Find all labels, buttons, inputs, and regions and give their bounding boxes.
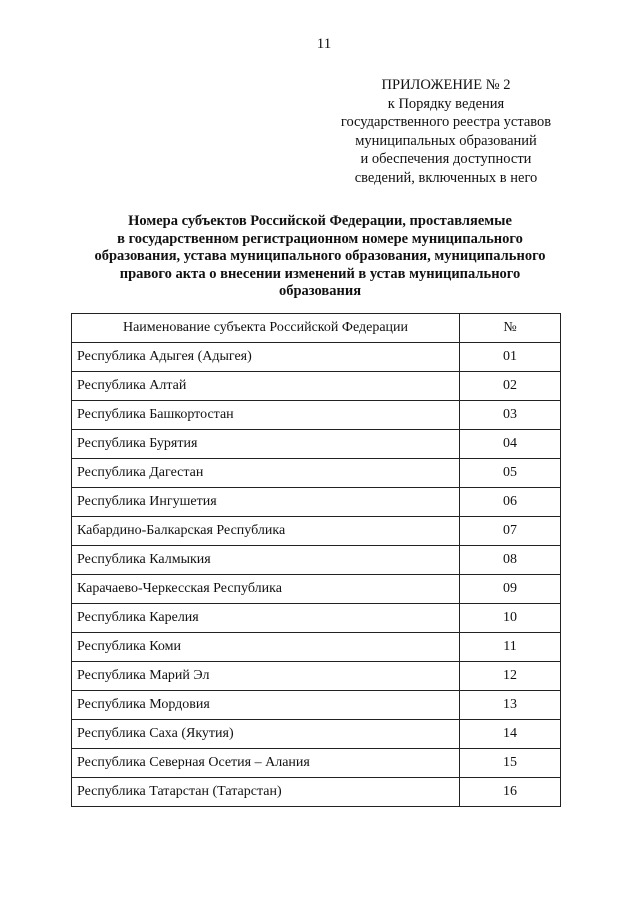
subject-name: Республика Татарстан (Татарстан) bbox=[72, 778, 460, 807]
header-number: № bbox=[460, 314, 561, 343]
table-header-row bbox=[72, 314, 561, 343]
appendix-block bbox=[330, 76, 562, 187]
subject-number: 06 bbox=[460, 488, 561, 517]
table-row bbox=[72, 691, 561, 720]
subject-name: Республика Марий Эл bbox=[72, 662, 460, 691]
table-row bbox=[72, 488, 561, 517]
subject-name: Республика Северная Осетия – Алания bbox=[72, 749, 460, 778]
header-name: Наименование субъекта Российской Федерации bbox=[72, 314, 460, 343]
table-row bbox=[72, 517, 561, 546]
heading-line: образования, устава муниципального образования, муниципального bbox=[94, 248, 546, 264]
subject-number: 14 bbox=[460, 720, 561, 749]
heading-line: правого акта о внесении изменений в устав муниципального bbox=[119, 265, 521, 282]
subject-name: Республика Башкортостан bbox=[72, 401, 460, 430]
table-row bbox=[72, 372, 561, 401]
page-number: 11 bbox=[316, 36, 332, 52]
table-row bbox=[72, 401, 561, 430]
subject-name: Республика Коми bbox=[72, 633, 460, 662]
table-row bbox=[72, 749, 561, 778]
subject-number: 12 bbox=[460, 662, 561, 691]
table-row bbox=[72, 343, 561, 372]
table-row bbox=[72, 720, 561, 749]
subject-name: Республика Карелия bbox=[72, 604, 460, 633]
table-row bbox=[72, 459, 561, 488]
subject-name: Республика Дагестан bbox=[72, 459, 460, 488]
subject-name: Республика Калмыкия bbox=[72, 546, 460, 575]
subject-name: Республика Ингушетия bbox=[72, 488, 460, 517]
subject-number: 16 bbox=[460, 778, 561, 807]
subject-number: 05 bbox=[460, 459, 561, 488]
subject-name: Республика Мордовия bbox=[72, 691, 460, 720]
subject-number: 09 bbox=[460, 575, 561, 604]
appendix-line: к Порядку ведения bbox=[387, 95, 505, 112]
subject-number: 08 bbox=[460, 546, 561, 575]
table-row bbox=[72, 604, 561, 633]
table-row bbox=[72, 662, 561, 691]
subjects-table bbox=[71, 313, 561, 807]
appendix-line: сведений, включенных в него bbox=[354, 169, 538, 186]
subject-number: 04 bbox=[460, 430, 561, 459]
appendix-line: муниципальных образований bbox=[355, 132, 537, 149]
document-heading bbox=[70, 213, 570, 301]
table-row bbox=[72, 633, 561, 662]
subject-name: Республика Алтай bbox=[72, 372, 460, 401]
table-row bbox=[72, 546, 561, 575]
subject-name: Кабардино-Балкарская Республика bbox=[72, 517, 460, 546]
subject-number: 13 bbox=[460, 691, 561, 720]
subject-number: 15 bbox=[460, 749, 561, 778]
heading-line: образования bbox=[278, 283, 362, 299]
subject-number: 10 bbox=[460, 604, 561, 633]
table-row bbox=[72, 575, 561, 604]
subject-number: 11 bbox=[460, 633, 561, 662]
table-row bbox=[72, 778, 561, 807]
heading-line: в государственном регистрационном номере муниципального bbox=[117, 230, 523, 247]
subject-number: 01 bbox=[460, 343, 561, 372]
appendix-title: ПРИЛОЖЕНИЕ № 2 bbox=[381, 77, 511, 93]
appendix-line: государственного реестра уставов bbox=[340, 114, 552, 130]
table-row bbox=[72, 430, 561, 459]
subject-number: 03 bbox=[460, 401, 561, 430]
subject-name: Карачаево-Черкесская Республика bbox=[72, 575, 460, 604]
subject-number: 02 bbox=[460, 372, 561, 401]
subject-name: Республика Саха (Якутия) bbox=[72, 720, 460, 749]
heading-line: Номера субъектов Российской Федерации, проставляемые bbox=[128, 213, 512, 229]
subject-name: Республика Бурятия bbox=[72, 430, 460, 459]
subject-number: 07 bbox=[460, 517, 561, 546]
subject-name: Республика Адыгея (Адыгея) bbox=[72, 343, 460, 372]
appendix-line: и обеспечения доступности bbox=[360, 151, 532, 167]
